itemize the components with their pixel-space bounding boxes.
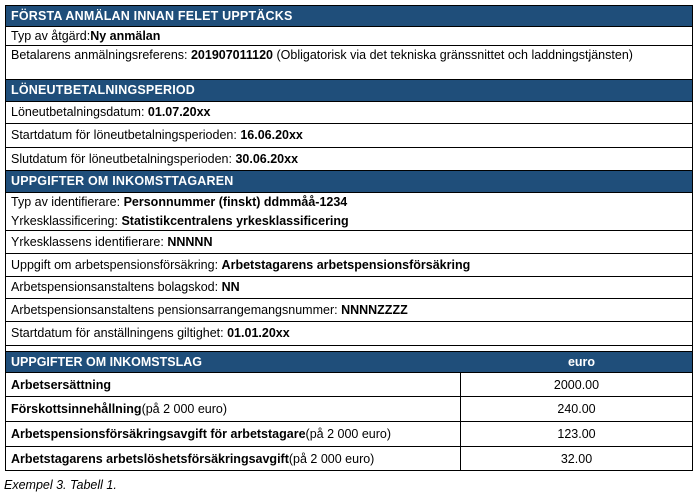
- field-value: Ny anmälan: [90, 28, 161, 43]
- field-label: Yrkesklassens identifierare:: [11, 234, 164, 249]
- reference-text: [11, 48, 633, 63]
- field-value: 30.06.20xx: [235, 151, 299, 166]
- field-label: Typ av åtgärd:: [11, 28, 91, 43]
- action-type-row: [5, 27, 693, 45]
- income-type-note: (på 2 000 euro): [288, 451, 375, 466]
- section-title: UPPGIFTER OM INKOMSTTAGAREN: [11, 174, 234, 188]
- income-type-label: Arbetsersättning: [11, 377, 112, 392]
- field-value: 201907011120: [190, 48, 274, 62]
- section-header-pay-period: [5, 80, 693, 102]
- income-type-label: Arbetspensionsförsäkringsavgift för arbetstagare: [11, 427, 306, 441]
- amount-cell: 32.00: [560, 451, 593, 466]
- amount-cell: 2000.00: [553, 377, 600, 392]
- field-label: Typ av identifierare:: [11, 195, 121, 209]
- section-header-income-earner: [5, 171, 693, 193]
- amount-cell: 123.00: [557, 427, 596, 441]
- section-title: UPPGIFTER OM INKOMSTSLAG: [11, 355, 202, 369]
- table-caption: Exempel 3. Tabell 1.: [4, 478, 117, 492]
- field-label: Arbetspensionsanstaltens bolagskod:: [11, 280, 219, 294]
- field-value: 01.07.20xx: [147, 105, 211, 119]
- income-type-cell: [6, 422, 461, 446]
- amount-cell: 240.00: [557, 402, 596, 416]
- arrangement-number-row: [5, 299, 693, 322]
- income-row: [5, 373, 693, 397]
- income-type-cell: [6, 447, 461, 470]
- field-label: Betalarens anmälningsreferens:: [11, 48, 191, 62]
- payer-reference-row: [5, 45, 693, 80]
- occupation-class-row: [5, 212, 693, 231]
- field-value: NNNNZZZZ: [341, 302, 408, 317]
- identifier-type-row: [5, 193, 693, 212]
- period-start-row: [5, 124, 693, 148]
- field-label: Arbetspensionsanstaltens pensionsarrangemangsnummer:: [11, 302, 338, 317]
- field-value: 16.06.20xx: [240, 128, 303, 142]
- field-value: NN: [221, 280, 240, 294]
- income-row: [5, 397, 693, 422]
- field-label: Yrkesklassificering:: [11, 213, 118, 228]
- field-value: NNNNN: [167, 234, 213, 249]
- income-row: [5, 422, 693, 447]
- income-type-label: Arbetstagarens arbetslöshetsförsäkringsavgift: [11, 451, 289, 466]
- pay-date-row: [5, 102, 693, 124]
- field-label: Startdatum för löneutbetalningsperioden:: [11, 128, 237, 142]
- income-row: [5, 447, 693, 471]
- company-code-row: [5, 277, 693, 299]
- section-header-first-report: [5, 5, 693, 27]
- income-type-cell: [6, 397, 461, 421]
- income-type-cell: [6, 373, 461, 396]
- field-value: 01.01.20xx: [227, 326, 290, 340]
- employment-start-row: [5, 322, 693, 346]
- income-types-header: [5, 351, 693, 373]
- period-end-row: [5, 148, 693, 171]
- field-value: Personnummer (finskt) ddmmåå-1234: [123, 195, 348, 209]
- field-note: (Obligatorisk via det tekniska gränssnittet och laddningstjänsten): [273, 48, 633, 62]
- field-value: Statistikcentralens yrkesklassificering: [121, 213, 349, 228]
- income-type-label: Förskottsinnehållning: [11, 402, 142, 416]
- income-type-note: (på 2 000 euro): [141, 402, 228, 416]
- field-label: Startdatum för anställningens giltighet:: [11, 326, 224, 340]
- amount-column-header: euro: [567, 355, 596, 369]
- pension-insurance-row: [5, 254, 693, 277]
- field-label: Löneutbetalningsdatum:: [11, 105, 145, 119]
- field-label: Uppgift om arbetspensionsförsäkring:: [11, 257, 219, 272]
- section-title: LÖNEUTBETALNINGSPERIOD: [11, 83, 196, 97]
- section-title: FÖRSTA ANMÄLAN INNAN FELET UPPTÄCKS: [11, 8, 293, 23]
- income-type-note: (på 2 000 euro): [305, 427, 392, 441]
- field-label: Slutdatum för löneutbetalningsperioden:: [11, 151, 232, 166]
- field-value: Arbetstagarens arbetspensionsförsäkring: [221, 257, 471, 272]
- occupation-id-row: [5, 231, 693, 254]
- report-document: [5, 5, 693, 471]
